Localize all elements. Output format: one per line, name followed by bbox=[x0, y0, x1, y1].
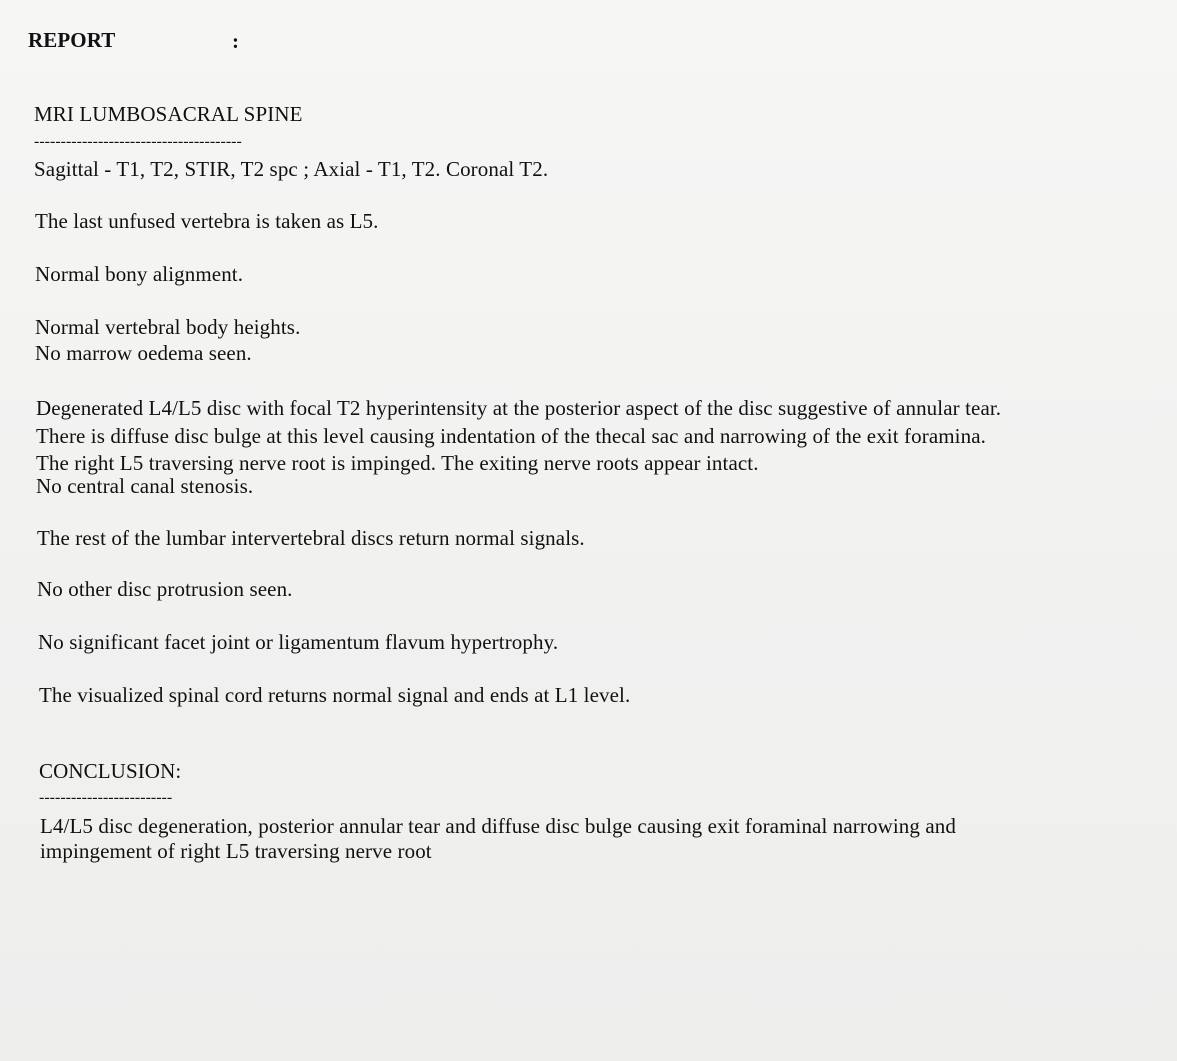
finding-line: No other disc protrusion seen. bbox=[37, 577, 293, 601]
report-label: REPORT bbox=[28, 28, 116, 52]
finding-line: Degenerated L4/L5 disc with focal T2 hyperintensity at the posterior aspect of the disc suggestive of annular tear. bbox=[36, 396, 1002, 420]
sequences-line: Sagittal - T1, T2, STIR, T2 spc ; Axial - T1, T2. Coronal T2. bbox=[34, 157, 549, 181]
finding-line: No central canal stenosis. bbox=[36, 474, 254, 498]
report-colon: : bbox=[232, 29, 240, 53]
exam-title: MRI LUMBOSACRAL SPINE bbox=[34, 102, 303, 126]
conclusion-line: impingement of right L5 traversing nerve root bbox=[40, 839, 432, 863]
finding-line: No significant facet joint or ligamentum flavum hypertrophy. bbox=[38, 630, 559, 654]
finding-line: The last unfused vertebra is taken as L5. bbox=[35, 209, 379, 233]
finding-line: There is diffuse disc bulge at this level causing indentation of the thecal sac and narrowing of the exit foramina. bbox=[36, 424, 986, 448]
finding-line: Normal bony alignment. bbox=[35, 262, 244, 286]
finding-line: The rest of the lumbar intervertebral discs return normal signals. bbox=[37, 526, 585, 550]
finding-line: The visualized spinal cord returns normal signal and ends at L1 level. bbox=[39, 683, 631, 707]
finding-line: No marrow oedema seen. bbox=[35, 341, 252, 365]
conclusion-underline: ------------------------- bbox=[39, 789, 173, 806]
conclusion-line: L4/L5 disc degeneration, posterior annular tear and diffuse disc bulge causing exit foraminal narrowing and bbox=[40, 814, 956, 838]
conclusion-label: CONCLUSION: bbox=[39, 759, 182, 783]
exam-title-underline: --------------------------------------- bbox=[34, 133, 242, 150]
finding-line: Normal vertebral body heights. bbox=[35, 315, 301, 339]
finding-line: The right L5 traversing nerve root is impinged. The exiting nerve roots appear intact. bbox=[36, 451, 759, 475]
